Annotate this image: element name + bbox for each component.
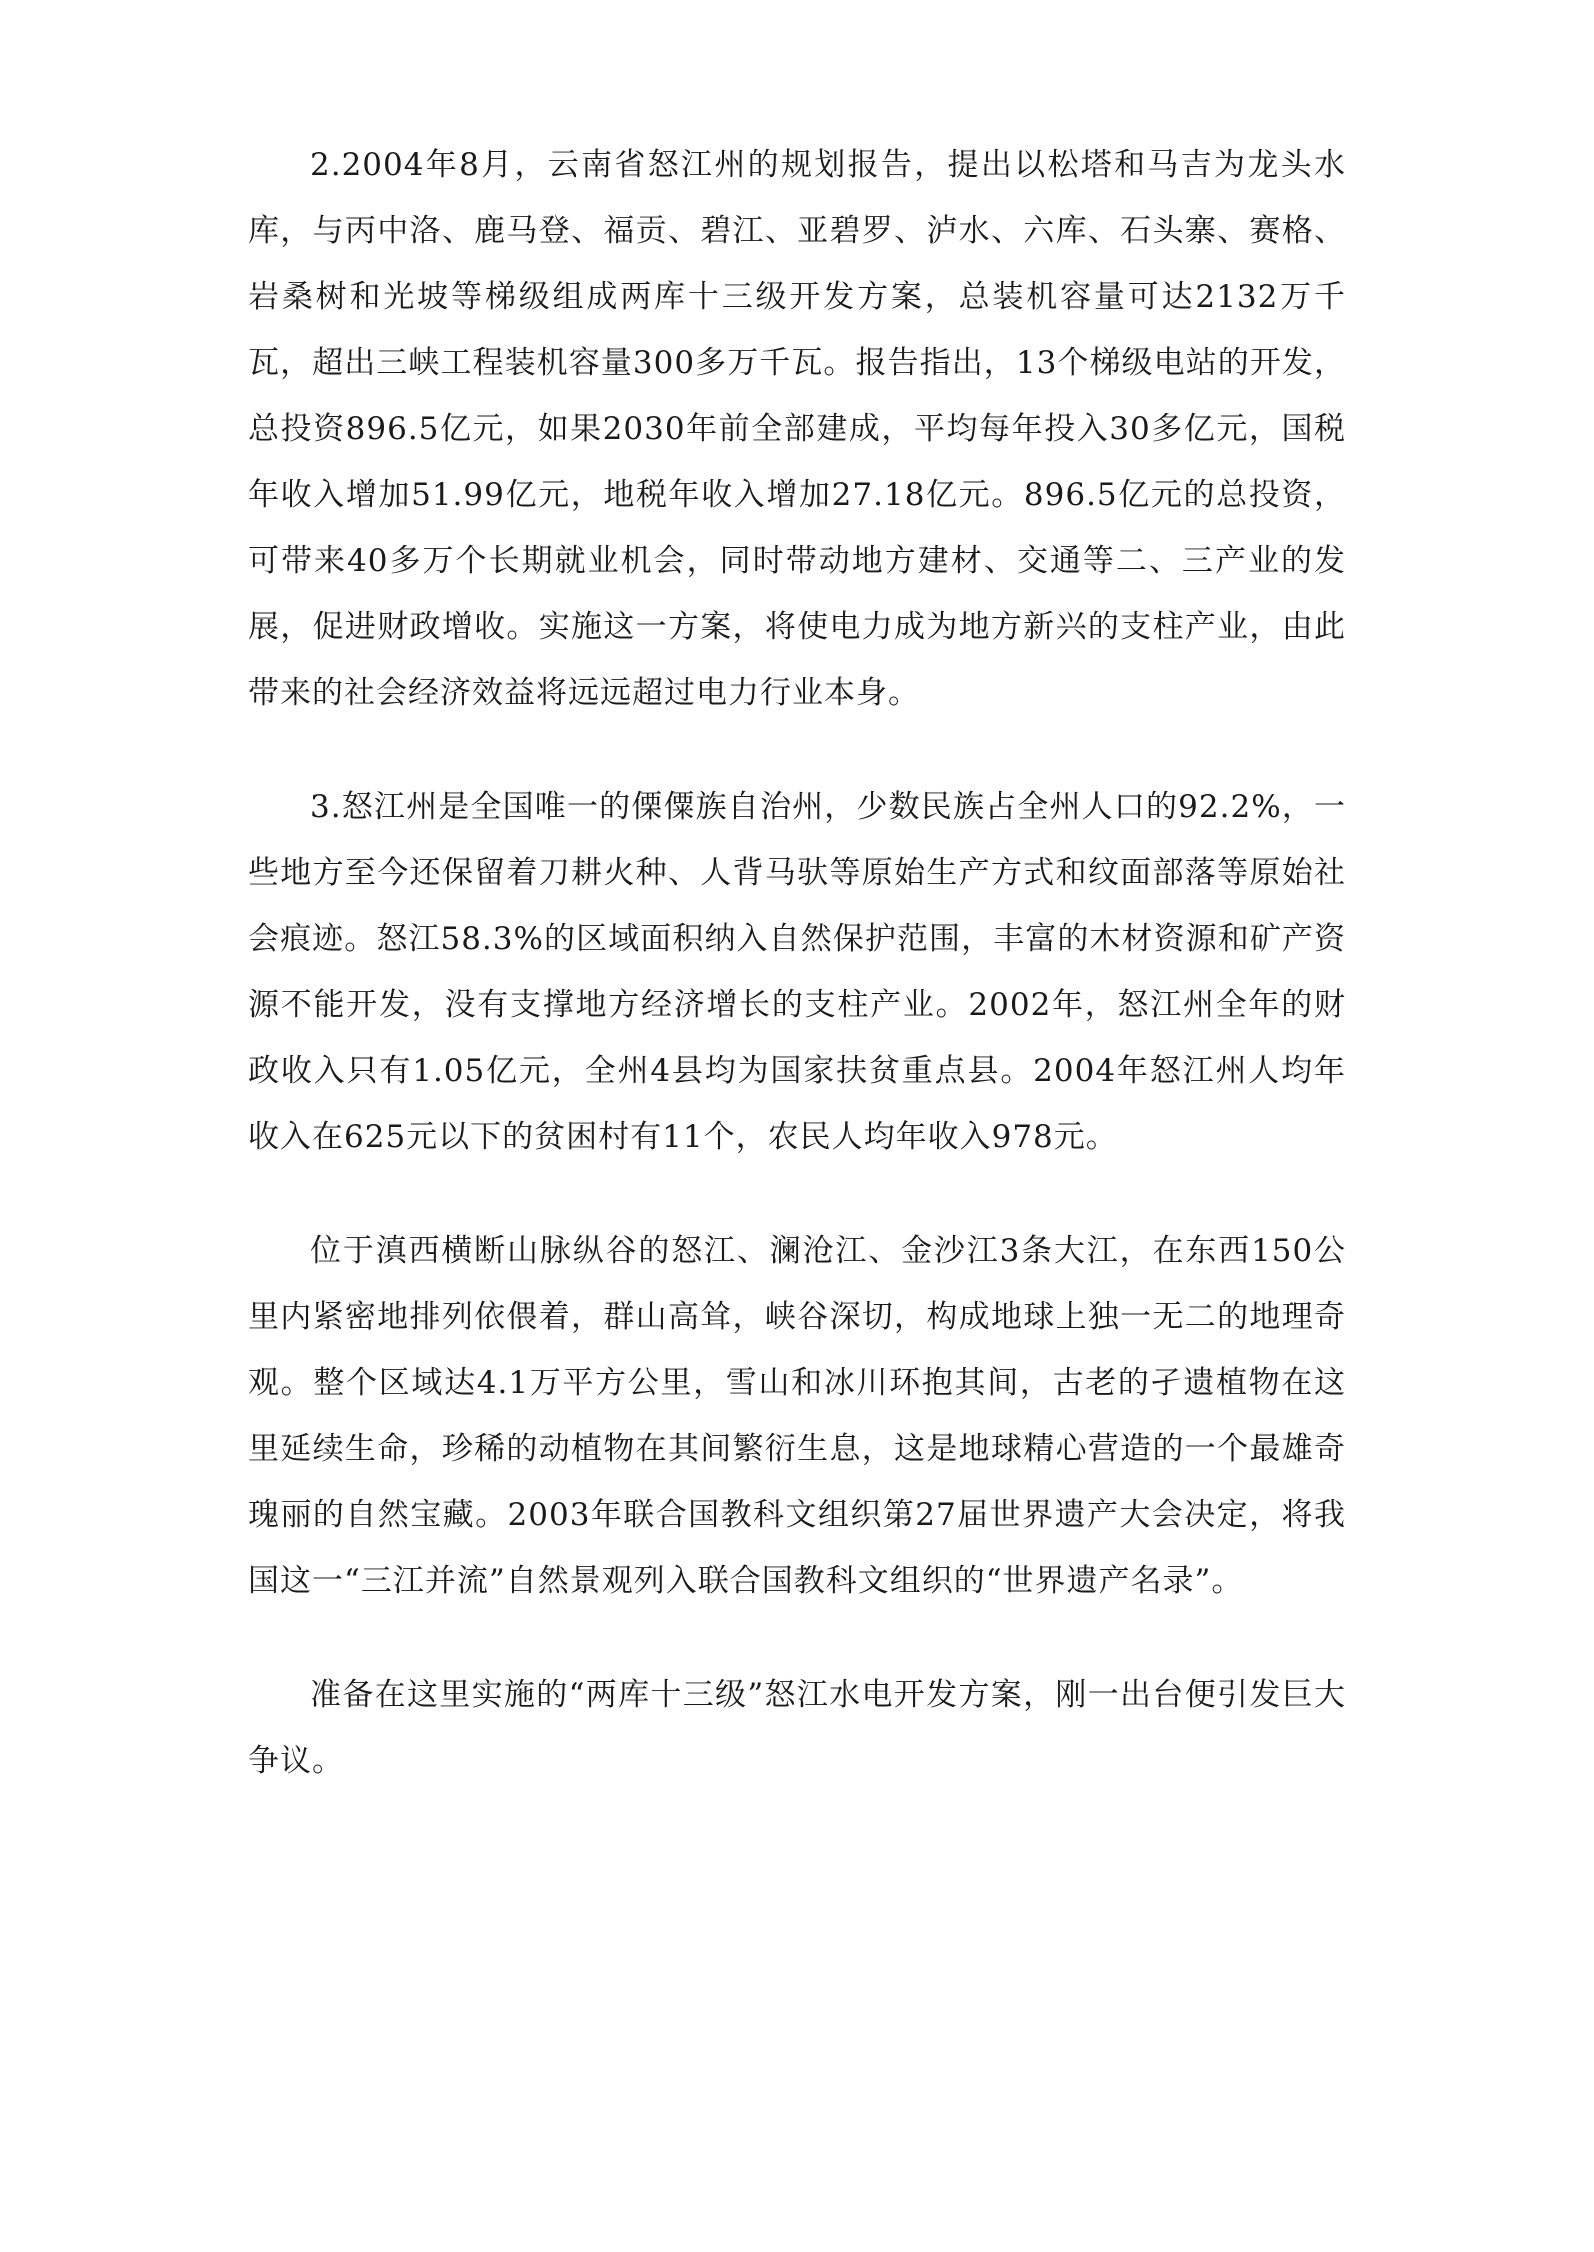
paragraph-nujiang-prefecture-economy: 3.怒江州是全国唯一的傈僳族自治州，少数民族占全州人口的92.2%，一些地方至今还保留着刀耕火种、人背马驮等原始生产方式和纹面部落等原始社会痕迹。怒江58.3%的区域面积纳入自然保护范围，丰富的木材资源和矿产资源不能开发，没有支撑地方经济增长的支柱产业。2002年，怒江州全年的财政收入只有1.05亿元，全州4县均为国家扶贫重点县。2004年怒江州人均年收入在625元以下的贫困村有11个，农民人均年收入978元。	[248, 789, 1346, 1155]
paragraph-nujiang-plan-report: 2.2004年8月，云南省怒江州的规划报告，提出以松塔和马吉为龙头水库，与丙中洛、鹿马登、福贡、碧江、亚碧罗、泸水、六库、石头寨、赛格、岩桑树和光坡等梯级组成两库十三级开发方案，总装机容量可达2132万千瓦，超出三峡工程装机容量300多万千瓦。报告指出，13个梯级电站的开发，总投资896.5亿元，如果2030年前全部建成，平均每年投入30多亿元，国税年收入增加51.99亿元，地税年收入增加27.18亿元。896.5亿元的总投资，可带来40多万个长期就业机会，同时带动地方建材、交通等二、三产业的发展，促进财政增收。实施这一方案，将使电力成为地方新兴的支柱产业，由此带来的社会经济效益将远远超过电力行业本身。	[248, 147, 1346, 711]
paragraph-controversy: 准备在这里实施的“两库十三级”怒江水电开发方案，刚一出台便引发巨大争议。	[248, 1677, 1346, 1779]
paragraph-three-parallel-rivers: 位于滇西横断山脉纵谷的怒江、澜沧江、金沙江3条大江，在东西150公里内紧密地排列依偎着，群山高耸，峡谷深切，构成地球上独一无二的地理奇观。整个区域达4.1万平方公里，雪山和冰川环抱其间，古老的孑遗植物在这里延续生命，珍稀的动植物在其间繁衍生息，这是地球精心营造的一个最雄奇瑰丽的自然宝藏。2003年联合国教科文组织第27届世界遗产大会决定，将我国这一“三江并流”自然景观列入联合国教科文组织的“世界遗产名录”。	[248, 1233, 1346, 1599]
document-body	[248, 78, 1346, 1842]
